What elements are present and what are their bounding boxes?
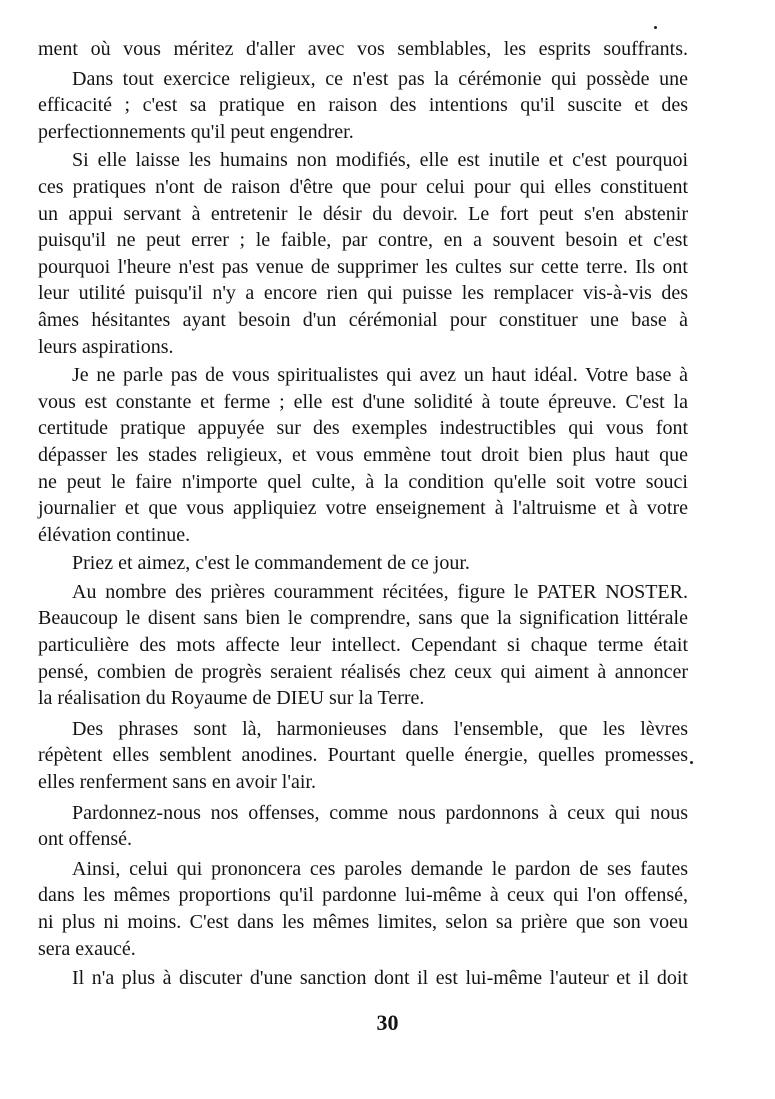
paragraph bbox=[38, 579, 688, 712]
paragraph bbox=[38, 800, 688, 853]
text-line: dépasser les stades religieux, et vous emmène tout droit bien plus haut que bbox=[38, 443, 688, 466]
text-line: Ainsi, celui qui prononcera ces paroles demande le pardon de ses fautes bbox=[72, 857, 688, 880]
text-line: efficacité ; c'est sa pratique en raison des intentions qu'il suscite et des bbox=[38, 94, 688, 117]
scan-speck bbox=[654, 26, 657, 29]
text-line: leur utilité puisqu'il n'y a encore rien qui puisse les remplacer vis-à-vis des bbox=[38, 282, 688, 305]
text-line: Je ne parle pas de vous spiritualistes qui avez un haut idéal. Votre base à bbox=[72, 364, 688, 387]
text-line: Des phrases sont là, harmonieuses dans l'ensemble, que les lèvres bbox=[72, 717, 688, 740]
text-line: journalier et que vous appliquiez votre enseignement à l'altruisme et à votre bbox=[38, 497, 688, 520]
text-line: Beaucoup le disent sans bien le comprendre, sans que la signification littérale bbox=[38, 607, 688, 630]
text-line: ces pratiques n'ont de raison d'être que pour celui pour qui elles constituent bbox=[38, 175, 688, 198]
paragraph bbox=[38, 147, 688, 360]
text-line: Si elle laisse les humains non modifiés, elle est inutile et c'est pourquoi bbox=[72, 149, 688, 172]
text-line: elles renferment sans en avoir l'air. bbox=[38, 771, 316, 794]
text-line: Pardonnez-nous nos offenses, comme nous pardonnons à ceux qui nous bbox=[72, 801, 688, 824]
text-line: sera exaucé. bbox=[38, 937, 136, 960]
text-line: Dans tout exercice religieux, ce n'est pas la cérémonie qui possède une bbox=[72, 67, 688, 90]
paragraph bbox=[38, 550, 688, 577]
paragraph bbox=[38, 965, 688, 992]
text-line: pourquoi l'heure n'est pas venue de supprimer les cultes sur cette terre. Ils ont bbox=[38, 255, 688, 278]
text-line: vous est constante et ferme ; elle est d'une solidité à toute épreuve. C'est la bbox=[38, 390, 688, 413]
page-body bbox=[38, 36, 688, 992]
text-line: ont offensé. bbox=[38, 828, 133, 851]
text-line: puisqu'il ne peut errer ; le faible, par contre, en a souvent besoin et c'est bbox=[38, 229, 688, 252]
text-line: leurs aspirations. bbox=[38, 335, 174, 358]
paragraph bbox=[38, 362, 688, 548]
paragraph bbox=[38, 716, 688, 796]
text-line: Il n'a plus à discuter d'une sanction dont il est lui-même l'auteur et il doit bbox=[72, 967, 688, 990]
scan-speck bbox=[690, 761, 693, 764]
text-line: ne peut le faire n'importe quel culte, à la condition qu'elle soit votre souci bbox=[38, 470, 688, 493]
text-line: perfectionnements qu'il peut engendrer. bbox=[38, 120, 354, 143]
text-line: la réalisation du Royaume de DIEU sur la Terre. bbox=[38, 687, 425, 710]
page-number: 30 bbox=[376, 1010, 399, 1035]
text-line: répètent elles semblent anodines. Pourtant quelle énergie, quelles promesses bbox=[38, 744, 688, 767]
paragraph bbox=[38, 856, 688, 962]
text-line: élévation continue. bbox=[38, 523, 191, 546]
text-line: âmes hésitantes ayant besoin d'un cérémonial pour constituer une base à bbox=[38, 308, 688, 331]
text-line: un appui servant à entretenir le désir du devoir. Le fort peut s'en abstenir bbox=[38, 202, 688, 225]
text-line: Au nombre des prières couramment récitées, figure le PATER NOSTER. bbox=[72, 580, 688, 603]
text-line: Priez et aimez, c'est le commandement de ce jour. bbox=[72, 552, 470, 575]
text-line: certitude pratique appuyée sur des exemples indestructibles qui vous font bbox=[38, 417, 688, 440]
text-line: dans les mêmes proportions qu'il pardonne lui-même à ceux qui l'on offensé, bbox=[38, 884, 688, 907]
text-line: particulière des mots affecte leur intellect. Cependant si chaque terme était bbox=[38, 634, 688, 657]
paragraph bbox=[38, 36, 688, 63]
paragraph bbox=[38, 66, 688, 146]
text-line: ni plus ni moins. C'est dans les mêmes limites, selon sa prière que son voeu bbox=[38, 911, 688, 933]
text-line: pensé, combien de progrès seraient réalisés chez ceux qui aiment à annoncer bbox=[38, 660, 688, 683]
text-line: ment où vous méritez d'aller avec vos semblables, les esprits souffrants. bbox=[38, 38, 688, 60]
